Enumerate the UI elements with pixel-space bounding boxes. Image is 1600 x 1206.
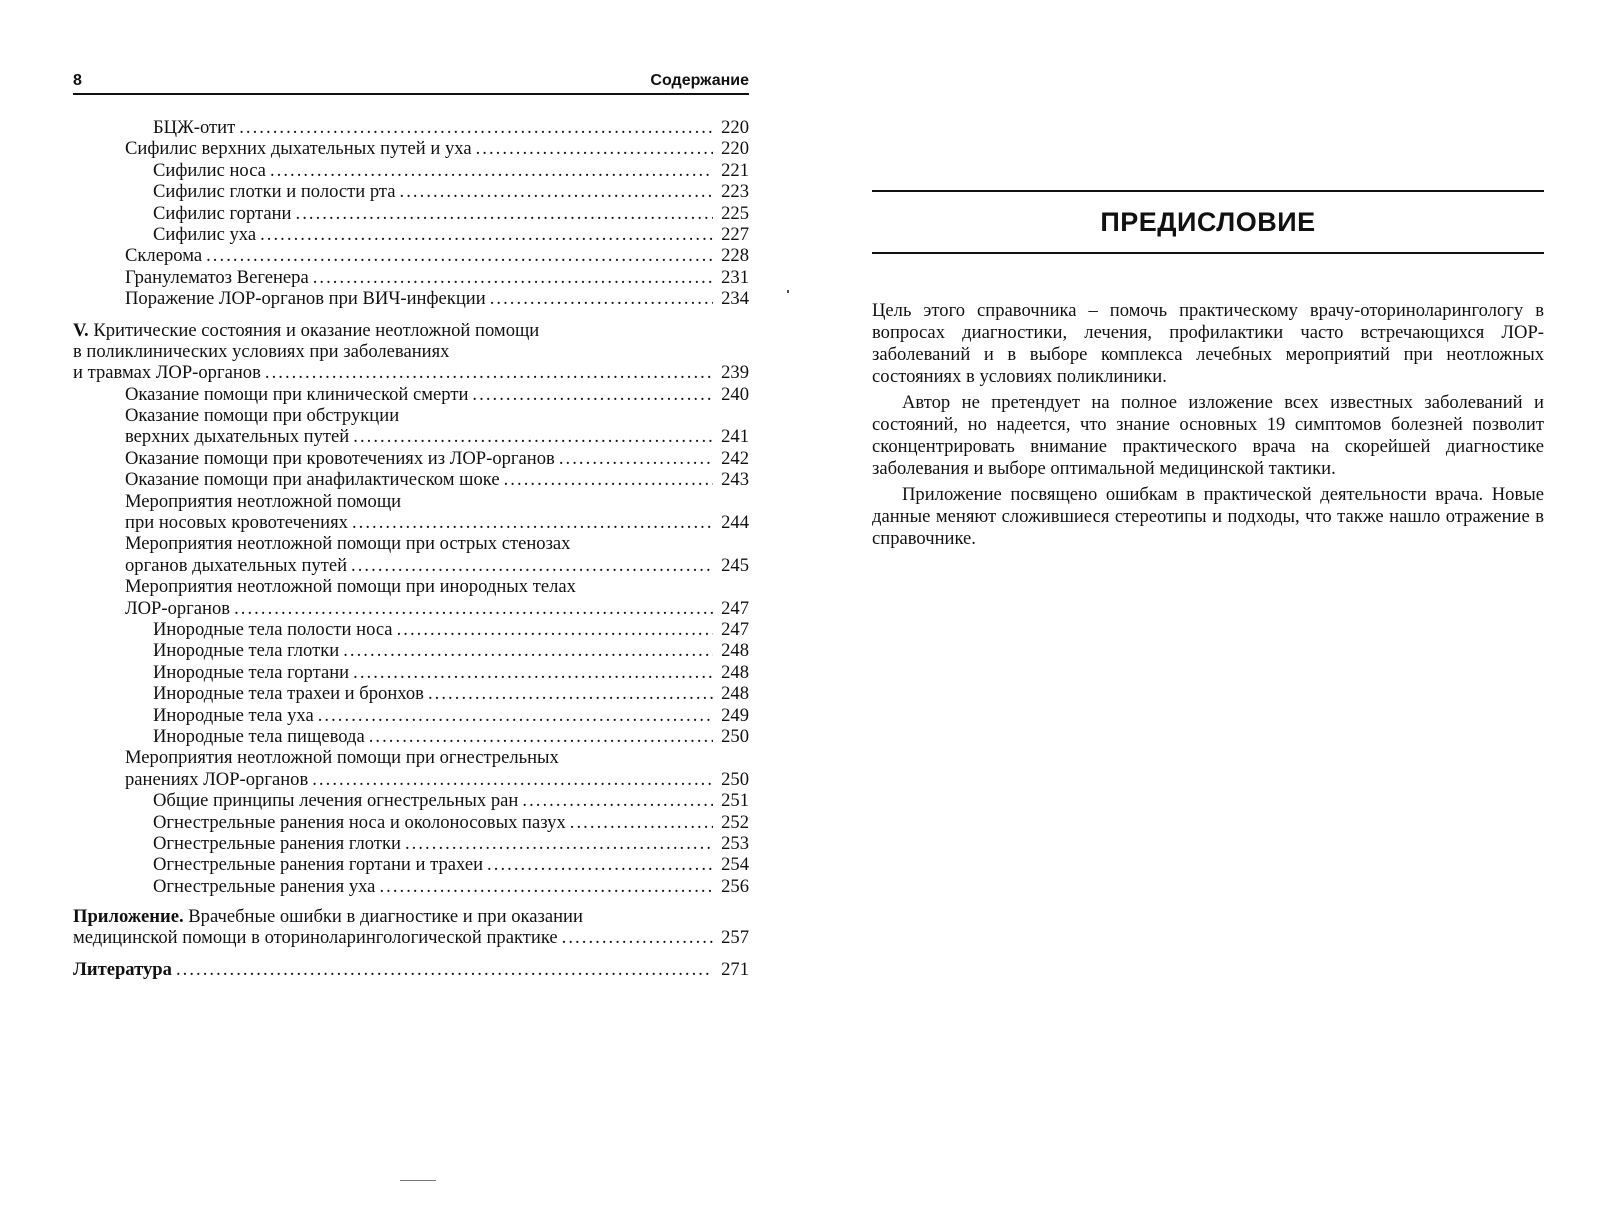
toc-entry-bold-prefix: Литература	[73, 958, 172, 980]
toc-entry-text: Общие принципы лечения огнестрельных ран	[153, 790, 519, 812]
toc-entry-text: Огнестрельные ранения уха	[153, 875, 376, 897]
toc-entry-text: Оказание помощи при клинической смерти	[125, 383, 469, 405]
toc-entry-label	[125, 138, 472, 159]
toc-entry-label	[153, 224, 256, 245]
toc-leader-dots	[490, 288, 713, 309]
toc-entry-text: Огнестрельные ранения гортани и трахеи	[153, 854, 484, 876]
toc-entry-text: БЦЖ-отит	[153, 117, 236, 138]
toc-entry	[73, 833, 749, 854]
toc-page-number: 220	[721, 117, 749, 138]
toc-entry	[73, 203, 749, 224]
toc-entry-label	[73, 906, 583, 927]
toc-entry-label	[153, 181, 396, 202]
toc-page-number: 228	[721, 245, 749, 267]
toc-page-number: 271	[721, 958, 749, 980]
toc-page-number: 249	[721, 704, 749, 726]
toc-entry-text: Сифилис гортани	[153, 202, 292, 224]
toc-entry	[73, 906, 749, 927]
toc-page-number: 250	[721, 768, 749, 790]
preface-paragraph: Приложение посвящено ошибкам в практической деятельности врача. Новые данные меняют сложившиеся стереотипы и подходы, что также нашло отражение в справочнике.	[872, 484, 1544, 549]
toc-entry	[73, 288, 749, 309]
toc-leader-dots	[559, 448, 713, 469]
header-rule	[73, 93, 749, 95]
toc-entry	[73, 362, 749, 383]
toc-entry-text: органов дыхательных путей	[125, 554, 348, 576]
toc-entry-text: Мероприятия неотложной помощи	[125, 490, 402, 512]
toc-entry	[73, 181, 749, 202]
toc-entry-label	[125, 448, 555, 469]
toc-entry	[73, 224, 749, 245]
toc-entry	[73, 769, 749, 790]
toc-entry-text: Поражение ЛОР-органов при ВИЧ-инфекции	[125, 288, 486, 310]
toc-entry-label	[125, 426, 349, 447]
toc-page-number: 247	[721, 597, 749, 619]
toc-entry	[73, 747, 749, 768]
toc-page-number: 231	[721, 266, 749, 288]
toc-entry-text: Инородные тела пищевода	[153, 725, 365, 747]
toc-leader-dots	[239, 117, 713, 138]
toc-entry	[73, 491, 749, 512]
toc-page-number: 244	[721, 512, 749, 534]
toc-leader-dots	[313, 267, 713, 288]
toc-entry-text: Огнестрельные ранения глотки	[153, 832, 401, 854]
toc-page-number: 256	[721, 875, 749, 897]
toc-leader-dots	[270, 160, 713, 181]
toc-page-number: 248	[721, 683, 749, 705]
toc-entry	[73, 512, 749, 533]
page-number: 8	[73, 72, 82, 89]
toc-entry	[73, 726, 749, 747]
toc-leader-dots	[522, 790, 713, 811]
toc-entry-text: Сифилис носа	[153, 159, 266, 181]
left-page	[73, 66, 749, 980]
table-of-contents	[73, 117, 749, 980]
toc-entry-text: Врачебные ошибки в диагностике и при оказании	[183, 906, 583, 928]
toc-entry-text: ранениях ЛОР-органов	[125, 768, 309, 790]
toc-entry	[73, 533, 749, 554]
toc-entry	[73, 683, 749, 704]
toc-entry-text: Сифилис верхних дыхательных путей и уха	[125, 138, 472, 160]
toc-entry-label	[153, 619, 393, 640]
toc-entry	[73, 245, 749, 266]
toc-entry-label	[73, 341, 449, 362]
toc-entry-text: Гранулематоз Вегенера	[125, 266, 309, 288]
toc-leader-dots	[570, 812, 713, 833]
toc-entry-text: при носовых кровотечениях	[125, 512, 348, 534]
scan-speck	[787, 290, 789, 293]
toc-entry	[73, 959, 749, 980]
toc-entry-label	[153, 683, 424, 704]
toc-entry	[73, 790, 749, 811]
toc-entry-label	[73, 320, 539, 341]
toc-entry-label	[125, 491, 401, 512]
toc-entry-text: Инородные тела уха	[153, 704, 314, 726]
toc-leader-dots	[369, 726, 713, 747]
toc-page-number: 234	[721, 288, 749, 310]
toc-page-number: 257	[721, 927, 749, 949]
toc-leader-dots	[379, 876, 713, 897]
toc-entry-label	[153, 640, 339, 661]
toc-entry	[73, 426, 749, 447]
toc-entry-label	[153, 790, 518, 811]
toc-leader-dots	[176, 959, 713, 980]
toc-page-number: 221	[721, 159, 749, 181]
toc-leader-dots	[206, 245, 713, 266]
preface-title: ПРЕДИСЛОВИЕ	[1100, 207, 1316, 237]
toc-leader-dots	[265, 362, 713, 383]
toc-entry-label	[153, 203, 292, 224]
toc-leader-dots	[312, 769, 713, 790]
toc-entry-text: Мероприятия неотложной помощи при огнестрельных	[125, 747, 559, 769]
title-rule-bottom	[872, 252, 1544, 254]
toc-entry	[73, 448, 749, 469]
toc-entry-bold-prefix: Приложение.	[73, 906, 184, 928]
toc-page-number: 253	[721, 832, 749, 854]
toc-entry-text: Оказание помощи при обструкции	[125, 405, 400, 427]
toc-entry-bold-prefix: V.	[73, 319, 89, 341]
toc-entry	[73, 640, 749, 661]
toc-entry-label	[125, 769, 308, 790]
toc-entry-label	[125, 469, 500, 490]
toc-entry	[73, 384, 749, 405]
toc-page-number: 239	[721, 362, 749, 384]
toc-page-number: 247	[721, 618, 749, 640]
toc-page-number: 225	[721, 202, 749, 224]
preface-paragraph: Автор не претендует на полное изложение всех известных заболеваний и состояний, но надеется, что знание основных 19 симптомов болезней позволит сконцентрировать внимание практического врача на скорейшей диагностике заболевания и выборе оптимальной медицинской тактики.	[872, 392, 1544, 479]
toc-page-number: 241	[721, 426, 749, 448]
toc-entry-text: ЛОР-органов	[125, 597, 231, 619]
toc-page-number: 250	[721, 725, 749, 747]
toc-entry-text: Инородные тела полости носа	[153, 618, 393, 640]
toc-leader-dots	[351, 555, 713, 576]
toc-entry	[73, 469, 749, 490]
toc-leader-dots	[343, 640, 713, 661]
toc-page-number: 227	[721, 223, 749, 245]
toc-page-number: 220	[721, 138, 749, 160]
toc-entry	[73, 662, 749, 683]
toc-entry	[73, 320, 749, 341]
toc-entry-label	[153, 160, 266, 181]
toc-leader-dots	[428, 683, 713, 704]
toc-entry	[73, 555, 749, 576]
toc-page-number: 252	[721, 811, 749, 833]
toc-entry	[73, 405, 749, 426]
toc-entry-label	[125, 405, 399, 426]
toc-entry-label	[73, 959, 172, 980]
toc-entry-text: Мероприятия неотложной помощи при инородных телах	[125, 576, 576, 598]
toc-entry-label	[153, 876, 375, 897]
toc-page-number: 243	[721, 469, 749, 491]
toc-entry-text: Инородные тела гортани	[153, 661, 350, 683]
toc-leader-dots	[296, 203, 714, 224]
toc-leader-dots	[318, 705, 713, 726]
toc-leader-dots	[352, 512, 713, 533]
toc-entry-label	[153, 705, 314, 726]
toc-entry-text: Критические состояния и оказание неотложной помощи	[88, 319, 540, 341]
toc-entry	[73, 705, 749, 726]
toc-page-number: 248	[721, 640, 749, 662]
toc-entry-text: Огнестрельные ранения носа и околоносовых пазух	[153, 811, 566, 833]
toc-page-number: 245	[721, 554, 749, 576]
toc-entry	[73, 341, 749, 362]
toc-leader-dots	[353, 426, 713, 447]
toc-entry-text: в поликлинических условиях при заболеваниях	[73, 340, 450, 362]
toc-leader-dots	[400, 181, 713, 202]
toc-entry-text: Оказание помощи при анафилактическом шоке	[125, 469, 500, 491]
toc-entry	[73, 619, 749, 640]
toc-entry	[73, 598, 749, 619]
toc-leader-dots	[260, 224, 713, 245]
toc-entry-text: Инородные тела глотки	[153, 640, 340, 662]
toc-entry-text: верхних дыхательных путей	[125, 426, 350, 448]
toc-leader-dots	[405, 833, 713, 854]
toc-entry	[73, 854, 749, 875]
toc-entry-label	[125, 747, 559, 768]
toc-entry-text: и травмах ЛОР-органов	[73, 362, 261, 384]
toc-entry-text: Сифилис глотки и полости рта	[153, 181, 396, 203]
toc-entry	[73, 160, 749, 181]
toc-entry-label	[125, 555, 347, 576]
toc-page-number: 223	[721, 181, 749, 203]
toc-entry-text: Инородные тела трахеи и бронхов	[153, 683, 424, 705]
toc-entry-label	[125, 267, 309, 288]
toc-page-number: 248	[721, 661, 749, 683]
toc-entry	[73, 576, 749, 597]
preface-paragraph: Цель этого справочника – помочь практическому врачу-оториноларингологу в вопросах диагностики, лечения, профилактики часто встречающихся ЛОР-заболеваний и в выборе комплекса лечебных мероприятий при неотложных состояниях в условиях поликлиники.	[872, 300, 1544, 387]
toc-entry-label	[153, 726, 365, 747]
toc-leader-dots	[487, 854, 713, 875]
toc-page-number: 240	[721, 383, 749, 405]
toc-leader-dots	[234, 598, 713, 619]
toc-entry	[73, 812, 749, 833]
toc-leader-dots	[397, 619, 713, 640]
scan-speck	[400, 1180, 436, 1181]
toc-entry	[73, 138, 749, 159]
right-page	[872, 190, 1544, 554]
toc-entry	[73, 927, 749, 948]
toc-entry-text: Сифилис уха	[153, 223, 257, 245]
toc-page-number: 242	[721, 447, 749, 469]
toc-page-number: 254	[721, 854, 749, 876]
toc-entry-text: Мероприятия неотложной помощи при острых стенозах	[125, 533, 571, 555]
toc-entry-label	[153, 854, 483, 875]
toc-entry-label	[73, 362, 261, 383]
toc-leader-dots	[504, 469, 713, 490]
toc-entry	[73, 267, 749, 288]
toc-entry-label	[153, 812, 566, 833]
toc-page-number: 251	[721, 790, 749, 812]
running-head	[73, 66, 749, 90]
toc-entry-label	[125, 576, 576, 597]
toc-entry-text: Оказание помощи при кровотечениях из ЛОР-органов	[125, 447, 555, 469]
toc-entry-label	[125, 245, 202, 266]
toc-entry-text: медицинской помощи в оториноларингологической практике	[73, 927, 558, 949]
toc-entry-label	[125, 512, 348, 533]
toc-entry-label	[125, 598, 230, 619]
preface-body	[872, 300, 1544, 550]
toc-entry-label	[125, 384, 468, 405]
toc-leader-dots	[562, 927, 713, 948]
toc-leader-dots	[476, 138, 713, 159]
toc-entry-label	[125, 533, 570, 554]
toc-leader-dots	[353, 662, 713, 683]
toc-leader-dots	[472, 384, 713, 405]
toc-entry-label	[153, 662, 349, 683]
toc-entry-text: Склерома	[125, 245, 203, 267]
toc-entry-label	[153, 117, 235, 138]
toc-entry-label	[73, 927, 558, 948]
toc-entry-label	[125, 288, 486, 309]
toc-entry-label	[153, 833, 401, 854]
running-title: Содержание	[650, 72, 749, 89]
toc-entry	[73, 117, 749, 138]
toc-entry	[73, 876, 749, 897]
